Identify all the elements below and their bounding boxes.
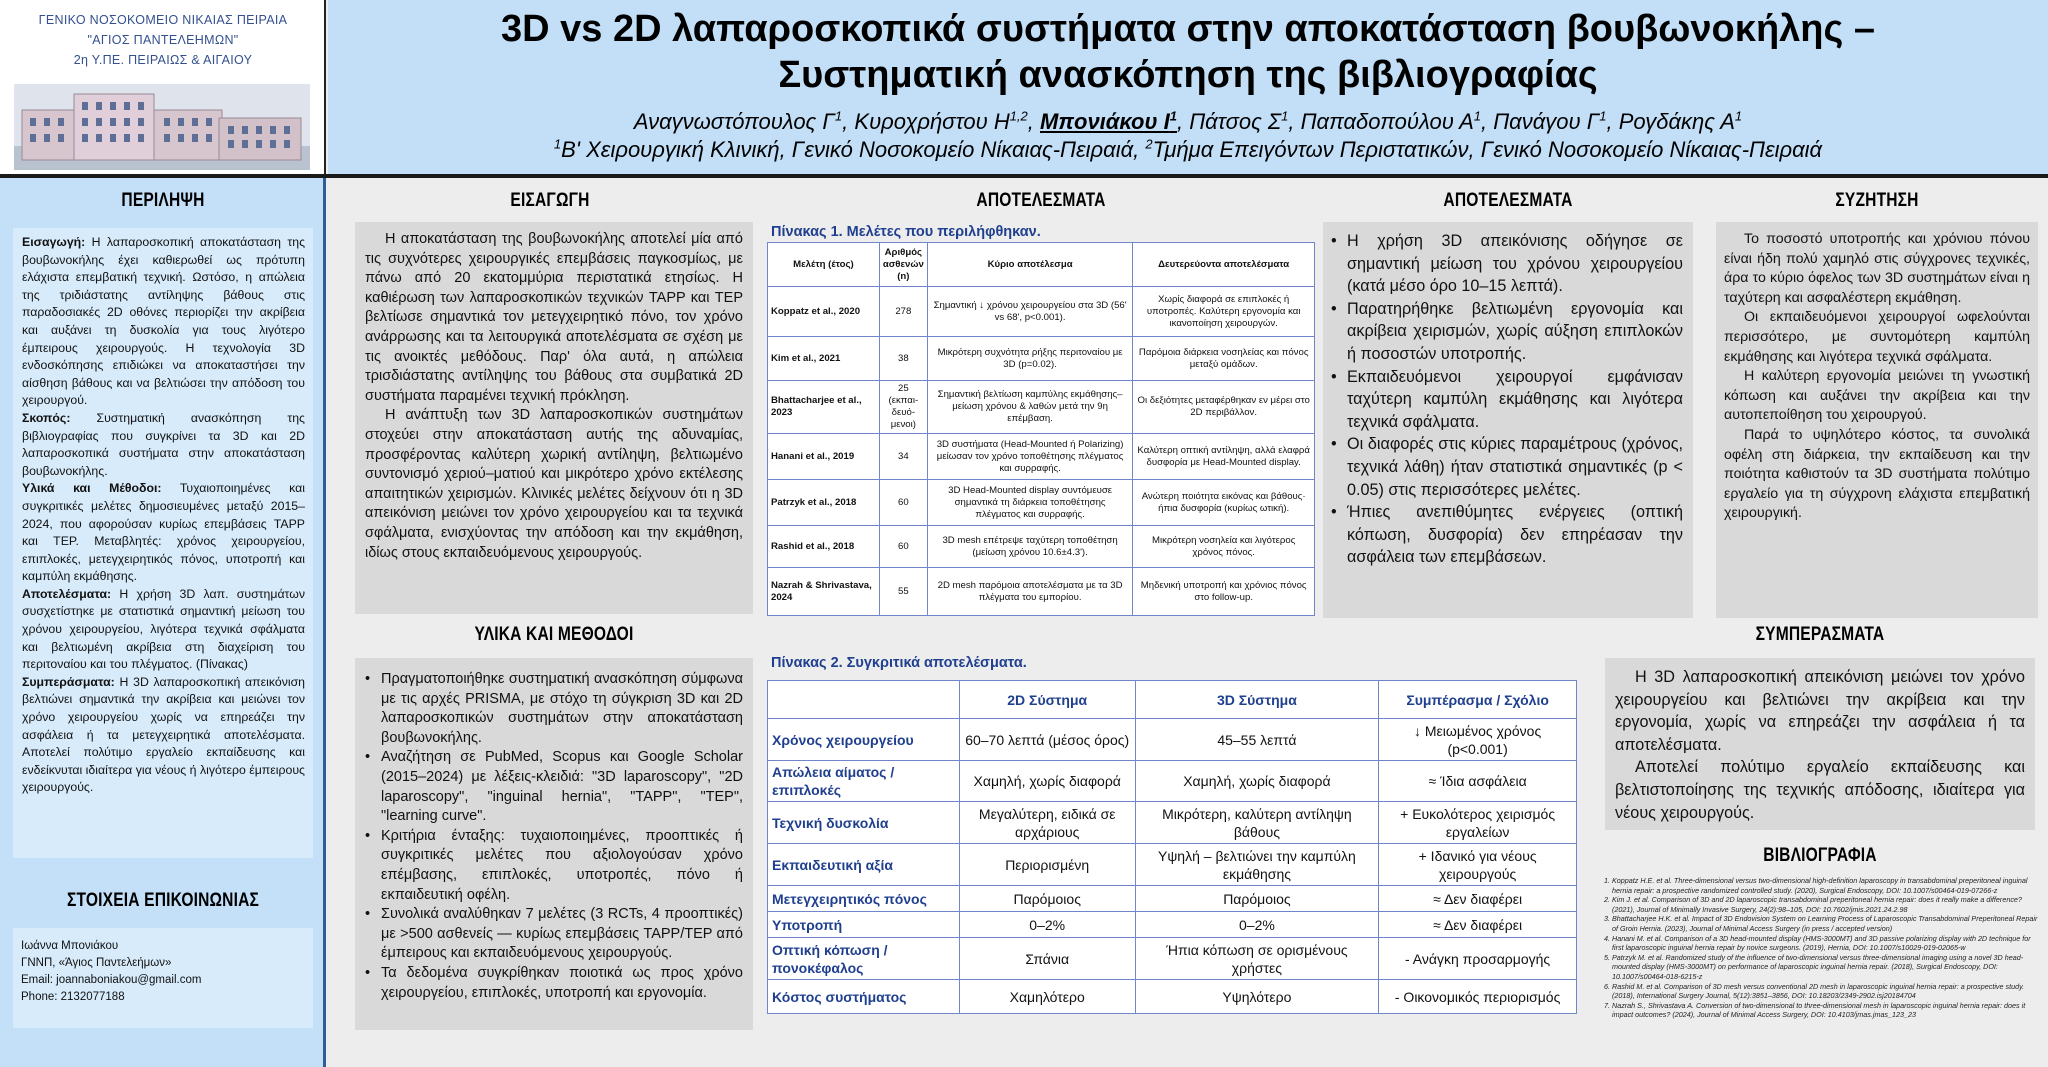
table-cell: Καλύτερη οπτική αντίληψη, αλλά ελαφρά δυσφορία με Head-Mounted display. [1133,434,1315,480]
contact-phone: Phone: 2132077188 [21,991,125,1003]
table-cell: 3D Head-Mounted display συντόμευσε σημαντικά τη διάρκεια τοποθέτησης πλέγματος και συρραφής. [927,480,1133,526]
table-cell: 34 [879,434,927,480]
column-header: Κύριο αποτέλεσμα [927,243,1133,287]
reference-item: 7. Nazrah S., Shrivastava A. Conversion of two-dimensional to three-dimensional mesh in laparoscopic inguinal hernia repair: does it impact outcomes? (2024), Journal of Minimal Access Surgery, DOI: 10.4103/jmas.jmas_123_23 [1612,1001,2038,1020]
table-cell: Μεγαλύτερη, ειδικά σε αρχάριους [959,802,1135,844]
table-cell: Οπτική κόπωση / πονοκέφαλος [768,938,960,980]
table-row [768,287,1315,337]
table-cell: Μικρότερη συχνότητα ρήξης περιτοναίου με 3D (p=0.02). [927,337,1133,381]
table-row [768,761,1577,802]
contact-email: Email: joannaboniakou@gmail.com [21,974,202,986]
table-header-row [768,243,1315,287]
table-cell: 60 [879,526,927,568]
table-cell: 278 [879,287,927,337]
hospital-line: "ΑΓΙΟΣ ΠΑΝΤΕΛΕΗΜΩΝ" [87,33,239,47]
discussion-paragraph: Η καλύτερη εργονομία μειώνει τη γνωστική κόπωση και αυξάνει την ακρίβεια και την αυτοπεποίθηση του χειρουργού. [1724,368,2030,424]
abstract-box: Εισαγωγή: Η λαπαροσκοπική αποκατάσταση της βουβωνοκήλης έχει καθιερωθεί ως πρότυπη ελάχιστα επεμβατική τεχνική. Ωστόσο, η απώλεια της τριδιάστατης αντίληψης βάθους στις παραδοσιακές 2D οθόνες περιορίζει την ακρίβεια και αυξάνει τη δυσκολία για τους λιγότερο έμπειρους χειρουργούς. Η τεχνολογία 3D ενδοσκόπησης επιδιώκει να αποκαταστήσει την αίσθηση βάθους και να βελτιώσει την απόδοση του χειρουργού. Σκοπός: Συστηματική ανασκόπηση της βιβλιογραφίας που συγκρίνει τα 3D και 2D λαπαροσκοπικά συστήματα στην αποκατάσταση βουβωνοκήλης. Υλικά και Μέθοδοι: Τυχαιοποιημένες και συγκριτικές μελέτες δημοσιευμένες μεταξύ 2015–2024, που αφορούσαν κυρίως επεμβάσεις TAPP και TEP. Μεταβλητές: χρόνος χειρουργείου, επιπλοκές, μετεγχειρητικός πόνος, υποτροπή και καμπύλη εκμάθησης. Αποτελέσματα: Η χρήση 3D λαπ. συστημάτων συσχετίστηκε με στατιστικά σημαντική μείωση του χρόνου χειρουργείου, λιγότερα τεχνικά σφάλματα και βελτιωμένη ακρίβεια στη διαχείριση του περιτοναίου και του πλέγματος. (Πίνακας) Συμπεράσματα: Η 3D λαπαροσκοπική απεικόνιση βελτιώνει σημαντικά την ακρίβεια και μειώνει τον χρόνο χειρουργείου χωρίς να επηρεάζει την ασφάλεια ή τα μετεγχειρητικά αποτελέσματα. Αποτελεί πολύτιμο εργαλείο εκπαίδευσης και ενδείκνυται ιδιαίτερα για νέους ή λιγότερο έμπειρους χειρουργούς. [13,228,313,858]
table2-caption: Πίνακας 2. Συγκριτικά αποτελέσματα. [771,655,1027,671]
results-item: • Οι διαφορές στις κύριες παραμέτρους (χρόνος, τεχνικά λάθη) ήταν στατιστικά σημαντικές (p < 0.05) στις περισσότερες μελέτες. [1329,433,1683,501]
author-list: Αναγνωστόπουλος $\Gamma^1$, Κυροχρήστου Η$^{1,2}$, Μπονιάκου $I^1$, Πάτσος $\Sigma^1$, Παπαδοπούλου $A^1$, Πανάγου $\Gamma^1$, Ρογδάκης $A^1$ [633,108,1743,134]
author: Ρογδάκης $A^1$ [1618,108,1743,134]
presenting-author: Μπονιάκου $I^1$ [1040,108,1177,134]
author: Κυροχρήστου Η$^{1,2}$ [854,108,1028,134]
conclusions-paragraph: Αποτελεί πολύτιμο εργαλείο εκπαίδευσης και βελτιστοποίησης της τεχνικής απόδοσης, ιδιαίτερα για νέους χειρουργούς. [1615,758,2025,822]
reference-list [1598,876,2038,1020]
table-cell: 3D συστήματα (Head-Mounted ή Polarizing) μείωσαν τον χρόνο τοποθέτησης πλέγματος και συρραφής. [927,434,1133,480]
table-cell: ↓ Μειωμένος χρόνος (p<0.001) [1379,719,1577,761]
table-studies [767,242,1315,616]
discussion-paragraph: Το ποσοστό υποτροπής και χρόνιου πόνου είναι ήδη πολύ χαμηλό στις σύγχρονες τεχνικές, άρα το κύριο όφελος των 3D συστημάτων είναι η ταχύτερη και ασφαλέστερη εκμάθηση. [1724,231,2030,306]
table-cell: 38 [879,337,927,381]
table-cell: Τεχνική δυσκολία [768,802,960,844]
methods-item: • Αναζήτηση σε PubMed, Scopus και Google Scholar (2015–2024) με λέξεις-κλειδιά: "3D laparoscopy", "2D laparoscopy", "inguinal hernia", "TAPP", "TEP", "learning curve". [363,748,743,826]
references-heading: ΒΙΒΛΙΟΓΡΑΦΙΑ [1763,845,1877,866]
table-cell: Κόστος συστήματος [768,980,960,1014]
table-cell: Hanani et al., 2019 [768,434,880,480]
table-row [768,980,1577,1014]
table-row [768,526,1315,568]
intro-box [355,222,753,614]
hospital-line: ΓΕΝΙΚΟ ΝΟΣΟΚΟΜΕΙΟ ΝΙΚΑΙΑΣ ΠΕΙΡΑΙΑ [38,13,288,27]
table-cell: Σπάνια [959,938,1135,980]
table-cell: Μικρότερη, καλύτερη αντίληψη βάθους [1135,802,1379,844]
table-cell: Nazrah & Shrivastava, 2024 [768,568,880,616]
column-header: Δευτερεύοντα αποτελέσματα [1133,243,1315,287]
table-row [768,568,1315,616]
table-cell: - Οικονομικός περιορισμός [1379,980,1577,1014]
table-cell: Παρόμοια διάρκεια νοσηλείας και πόνος μεταξύ ομάδων. [1133,337,1315,381]
table-cell: Σημαντική ↓ χρόνου χειρουργείου στα 3D (56' vs 68', p<0.001). [927,287,1133,337]
title-line-2: Συστηματική ανασκόπηση της βιβλιογραφίας [778,54,1598,96]
table-row [768,381,1315,434]
hospital-building-image [14,84,310,170]
table-cell: Μικρότερη νοσηλεία και λιγότερος χρόνος πόνος. [1133,526,1315,568]
methods-item: • Συνολικά αναλύθηκαν 7 μελέτες (3 RCTs, 4 προοπτικές) με >500 ασθενείς — κυρίως επεμβάσεις TAPP/TEP από έμπειρους και εκπαιδευόμενους χειρουργούς. [363,905,743,964]
table-row [768,844,1577,886]
methods-list [363,670,743,1003]
conclusions-heading: ΣΥΜΠΕΡΑΣΜΑΤΑ [1755,624,1885,645]
table-cell: Bhattacharjee et al., 2023 [768,381,880,434]
table-row [768,434,1315,480]
table-comparison [767,680,1577,1014]
table-cell: Σημαντική βελτίωση καμπύλης εκμάθησης– μείωση χρόνου & λαθών μετά την 9η επέμβαση. [927,381,1133,434]
table1-caption: Πίνακας 1. Μελέτες που περιλήφθηκαν. [771,224,1041,240]
column-header: Αριθμός ασθενών (n) [879,243,927,287]
author: Αναγνωστόπουλος $\Gamma^1$ [633,108,843,134]
author: Πανάγου $\Gamma^1$ [1493,108,1607,134]
table-cell: Χαμηλή, χωρίς διαφορά [959,761,1135,802]
table-cell: - Ανάγκη προσαρμογής [1379,938,1577,980]
table-cell: ≈ Ίδια ασφάλεια [1379,761,1577,802]
discussion-heading: ΣΥΖΗΤΗΣΗ [1835,190,1919,211]
results2-heading: ΑΠΟΤΕΛΕΣΜΑΤΑ [1443,190,1573,211]
table-cell: Οι δεξιότητες μεταφέρθηκαν εν μέρει στο 2D περιβάλλον. [1133,381,1315,434]
table-cell: + Ευκολότερος χειρισμός εργαλείων [1379,802,1577,844]
table-cell: 3D mesh επέτρεψε ταχύτερη τοποθέτηση (μείωση χρόνου 10.6±4.3'). [927,526,1133,568]
table-cell: Εκπαιδευτική αξία [768,844,960,886]
table-cell: Χαμηλότερο [959,980,1135,1014]
table-cell: 2D mesh παρόμοια αποτελέσματα με τα 3D πλέγματα του εμπορίου. [927,568,1133,616]
conclusions-paragraph: Η 3D λαπαροσκοπική απεικόνιση μειώνει τον χρόνο χειρουργείου και βελτιώνει την ακρίβεια και την εργονομία, χωρίς να επηρεάζει την ασφάλεια ή τα αποτελέσματα. [1615,668,2025,754]
intro-paragraph: Η ανάπτυξη των 3D λαπαροσκοπικών συστημάτων στοχεύει στην αποκατάσταση αυτής της αδυναμίας, προσφέροντας καλύτερη χωρική αντίληψη, βελτιωμένο συντονισμό χεριού–ματιού και μικρότερο χρόνο εκτέλεσης απαιτητικών χειρισμών. Κλινικές μελέτες δείχνουν ότι η 3D απεικόνιση μειώνει τον χρόνο χειρουργείου και τα τεχνικά σφάλματα, ενισχύοντας την απόδοση και την εκμάθηση, ιδίως στους εκπαιδευόμενους χειρουργούς. [365,407,743,561]
hospital-line: 2η Υ.ΠΕ. ΠΕΙΡΑΙΩΣ & ΑΙΓΑΙΟΥ [73,53,253,67]
column-header [768,681,960,719]
results-heading: ΑΠΟΤΕΛΕΣΜΑΤΑ [976,190,1106,211]
discussion-box [1716,222,2038,618]
poster-title [328,6,2048,98]
reference-item: 1. Koppatz H.E. et al. Three-dimensional versus two-dimensional high-definition laparoscopy in transabdominal preperitoneal inguinal hernia repair: a prospective randomized controlled study. (2020), Surgical Endoscopy, DOI: 10.1007/s00464-019-07266-z [1612,876,2038,895]
table-row [768,938,1577,980]
methods-item: • Κριτήρια ένταξης: τυχαιοποιημένες, προοπτικές ή συγκριτικές μελέτες που αξιολογούσαν χρόνο επέμβασης, επιπλοκές, υποτροπές, πόνο ή εκπαιδευτική οφέλη. [363,827,743,905]
affiliations: $^1$Β' Χειρουργική Κλινική, Γενικό Νοσοκομείο Νίκαιας-Πειραιά, $^2$Τμήμα Επειγόντων Περιστατικών, Γενικό Νοσοκομείο Νίκαιας-Πειραιά [553,136,1823,162]
conclusions-box [1605,658,2035,830]
abstract-heading: ΠΕΡΙΛΗΨΗ [121,190,205,211]
table-row [768,480,1315,526]
author: Παπαδοπούλου $A^1$ [1300,108,1481,134]
table-cell: 25 (εκπαι-δευό-μενοι) [879,381,927,434]
table-cell: Χωρίς διαφορά σε επιπλοκές ή υποτροπές. Καλύτερη εργονομία και ικανοποίηση χειρουργών. [1133,287,1315,337]
table-cell: Μετεγχειρητικός πόνος [768,886,960,912]
methods-item: • Τα δεδομένα συγκρίθηκαν ποιοτικά ως προς χρόνο χειρουργείου, επιπλοκές, υποτροπή και εργονομία. [363,964,743,1003]
column-header: Μελέτη (έτος) [768,243,880,287]
table-cell: 60–70 λεπτά (μέσος όρος) [959,719,1135,761]
intro-heading: ΕΙΣΑΓΩΓΗ [510,190,590,211]
table-cell: Ανώτερη ποιότητα εικόνας και βάθους· ήπια δυσφορία (κυρίως ωτική). [1133,480,1315,526]
table-cell: Rashid et al., 2018 [768,526,880,568]
results-item: • Εκπαιδευόμενοι χειρουργοί εμφάνισαν ταχύτερη καμπύλη εκμάθησης και λιγότερα τεχνικά σφάλματα. [1329,366,1683,434]
reference-item: 2. Kim J. et al. Comparison of 3D and 2D laparoscopic transabdominal preperitoneal hernia repair: does it really make a difference? (2021), Journal of Minimally Invasive Surgery, 24(2):98–105, DOI: 10.7602/jmis.2021.24.2.98 [1612,895,2038,914]
hospital-name [0,10,326,70]
contact-affiliation: ΓΝΝΠ, «Άγιος Παντελεήμων» [21,957,172,969]
poster-header [328,0,2048,174]
column-header: 2D Σύστημα [959,681,1135,719]
table-cell: 0–2% [1135,912,1379,938]
table-row [768,719,1577,761]
reference-item: 4. Hanani M. et al. Comparison of a 3D head-mounted display (HMS-3000MT) and 3D passive polarizing display with 2D technique for first laparoscopic inguinal hernia repair by novice surgeons. (2019), Hernia, DOI: 10.1007/s10029-019-02065-w [1612,934,2038,953]
table-cell: ≈ Δεν διαφέρει [1379,912,1577,938]
table-row [768,802,1577,844]
table-cell: Kim et al., 2021 [768,337,880,381]
contact-box [13,928,313,1028]
table-cell: Koppatz et al., 2020 [768,287,880,337]
reference-item: 5. Patrzyk M. et al. Randomized study of the influence of two-dimensional versus three-dimensional imaging using a novel 3D head-mounted display (HMS-3000MT) on performance of laparoscopic inguinal hernia repair. (2018), Surgical Endoscopy, DOI: 10.1007/s00464-018-6215-z [1612,953,2038,982]
reference-item: 6. Rashid M. et al. Comparison of 3D mesh versus conventional 2D mesh in laparoscopic inguinal hernia repair: a prospective study. (2018), International Surgery Journal, 5(12):3851–3856, DOI: 10.18203/2349-2902.isj20184704 [1612,982,2038,1001]
discussion-paragraph: Παρά το υψηλότερο κόστος, τα συνολικά οφέλη στη διάρκεια, την εκπαίδευση και την ποιότητα καθιστούν τα 3D συστήματα πολύτιμο εργαλείο για τη σύγχρονη ελάχιστα επεμβατική χειρουργική. [1724,426,2030,522]
table-row [768,337,1315,381]
results2-box [1323,222,1693,618]
methods-heading: ΥΛΙΚΑ ΚΑΙ ΜΕΘΟΔΟΙ [474,624,634,645]
results-item: • Η χρήση 3D απεικόνισης οδήγησε σε σημαντική μείωση του χρόνου χειρουργείου (κατά μέσο όρο 10–15 λεπτά). [1329,230,1683,298]
table-cell: Μηδενική υποτροπή και χρόνιος πόνος στο follow-up. [1133,568,1315,616]
column-header: Συμπέρασμα / Σχόλιο [1379,681,1577,719]
results-list [1329,230,1683,569]
table-cell: 45–55 λεπτά [1135,719,1379,761]
table-cell: ≈ Δεν διαφέρει [1379,886,1577,912]
table-cell: Παρόμοιος [959,886,1135,912]
discussion-paragraph: Οι εκπαιδευόμενοι χειρουργοί ωφελούνται περισσότερο, με συντομότερη καμπύλη εκμάθησης και λιγότερα τεχνικά σφάλματα. [1724,309,2030,365]
table-cell: 60 [879,480,927,526]
author: Πάτσος $\Sigma^1$ [1189,108,1289,134]
table-cell: Υψηλότερο [1135,980,1379,1014]
methods-box [355,658,753,1030]
contact-heading: ΣΤΟΙΧΕΙΑ ΕΠΙΚΟΙΝΩΝΙΑΣ [66,890,260,911]
table-cell: 0–2% [959,912,1135,938]
table-row [768,886,1577,912]
contact-name: Ιωάννα Μπονιάκου [21,940,119,952]
table-cell: Απώλεια αίματος / επιπλοκές [768,761,960,802]
reference-item: 3. Bhattacharjee H.K. et al. Impact of 3D Endovision System on Learning Process of Laparoscopic Transabdominal Preperitoneal Repair of Groin Hernia. (2023), Journal of Minimal Access Surgery (in press / accepted version) [1612,914,2038,933]
table-cell: 55 [879,568,927,616]
results-item: • Ήπιες ανεπιθύμητες ενέργειες (οπτική κόπωση, δυσφορία) δεν επηρέασαν την ασφάλεια των επεμβάσεων. [1329,501,1683,569]
table-header-row [768,681,1577,719]
table-cell: Χαμηλή, χωρίς διαφορά [1135,761,1379,802]
intro-paragraph: Η αποκατάσταση της βουβωνοκήλης αποτελεί μία από τις συχνότερες χειρουργικές επεμβάσεις παγκοσμίως, με πάνω από 20 εκατομμύρια περιστατικά ετησίως. Η καθιέρωση των λαπαροσκοπικών τεχνικών TAPP και TEP βελτίωσε σημαντικά τον μετεγχειρητικό πόνο, τον χρόνο ανάρρωσης και τα λειτουργικά αποτελέσματα σε σχέση με τις ανοικτές μεθόδους. Παρ' όλα αυτά, η απώλεια τρισδιάστατης αντίληψης του βάθους στα συμβατικά 2D συστήματα παραμένει τεχνική πρόκληση. [365,231,743,404]
table-cell: Χρόνος χειρουργείου [768,719,960,761]
abstract-column [0,178,326,1067]
table-row [768,912,1577,938]
table-cell: Περιορισμένη [959,844,1135,886]
table-cell: Υποτροπή [768,912,960,938]
table-cell: Υψηλή – βελτιώνει την καμπύλη εκμάθησης [1135,844,1379,886]
column-header: 3D Σύστημα [1135,681,1379,719]
table-cell: Patrzyk et al., 2018 [768,480,880,526]
hospital-logo [0,0,326,174]
table-cell: Ήπια κόπωση σε ορισμένους χρήστες [1135,938,1379,980]
table-cell: + Ιδανικό για νέους χειρουργούς [1379,844,1577,886]
results-item: • Παρατηρήθηκε βελτιωμένη εργονομία και ακρίβεια χειρισμών, χωρίς αύξηση επιπλοκών ή ποσοστών υποτροπής. [1329,298,1683,366]
methods-item: • Πραγματοποιήθηκε συστηματική ανασκόπηση σύμφωνα με τις αρχές PRISMA, με στόχο τη σύγκριση 3D και 2D λαπαροσκοπικών συστημάτων στην αποκατάσταση βουβωνοκήλης. [363,670,743,748]
table-cell: Παρόμοιος [1135,886,1379,912]
title-line-1: 3D vs 2D λαπαροσκοπικά συστήματα στην αποκατάσταση βουβωνοκήλης – [501,8,1875,50]
